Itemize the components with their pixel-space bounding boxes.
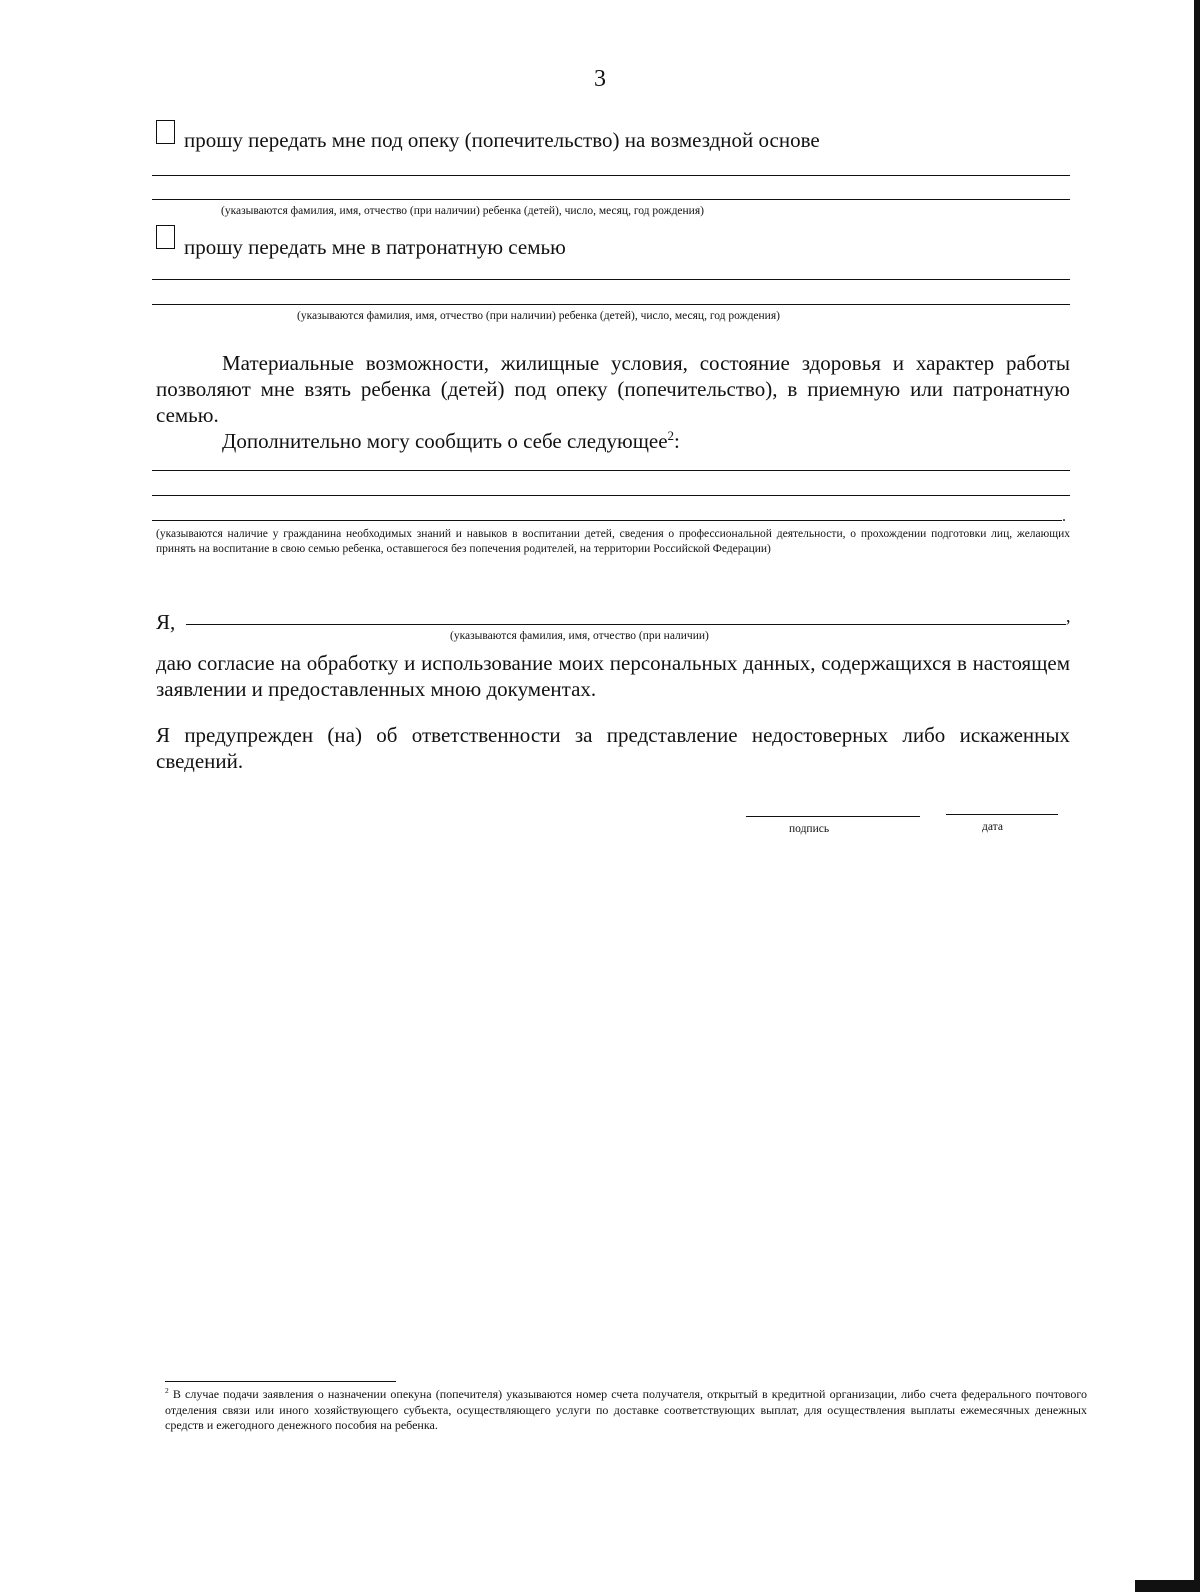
consent-name-caption: (указываются фамилия, имя, отчество (при наличии) [450,630,709,642]
additional-info-line-1[interactable] [152,470,1070,471]
child-info-caption-1: (указываются фамилия, имя, отчество (при наличии) ребенка (детей), число, месяц, год рождения) [221,205,704,217]
child-info-line-4[interactable] [152,304,1070,305]
footnote-text: В случае подачи заявления о назначении опекуна (попечителя) указываются номер счета получателя, открытый в кредитной организации, либо счета федерального почтового отделения связи или иного хозяйствующего субъекта, осуществляющего услуги по доставке соответствующих выплат, для осуществления выплаты ежемесячных денежных средств и ежегодного денежного пособия на ребенка. [165,1387,1088,1432]
footnote [165,1387,1087,1434]
additional-info-label [222,428,680,454]
option-guardianship-label: прошу передать мне под опеку (попечительство) на возмездной основе [184,128,820,152]
warning-paragraph: Я предупрежден (на) об ответственности за представление недостоверных либо искаженных сведений. [156,723,1070,773]
signature-label: подпись [789,823,830,835]
material-conditions-paragraph: Материальные возможности, жилищные условия, состояние здоровья и характер работы позволяют мне взять ребенка (детей) под опеку (попечительство), в приемную или патронатную семью. [156,351,1070,427]
additional-info-colon: : [674,429,680,453]
child-info-line-1[interactable] [152,175,1070,176]
consent-paragraph: даю согласие на обработку и использование моих персональных данных, содержащихся в настоящем заявлении и предоставленных мною документах. [156,651,1070,701]
consent-line-end: , [1066,606,1071,626]
scan-edge-right [1194,0,1200,1592]
signature-line[interactable] [746,816,920,817]
footnote-ref: 2 [667,428,675,443]
footnote-separator [165,1381,396,1382]
date-label: дата [982,821,1003,833]
footnote-number: 2 [165,1386,169,1395]
date-line[interactable] [946,814,1058,815]
additional-info-line-2[interactable] [152,495,1070,496]
additional-info-text: Дополнительно могу сообщить о себе следующее [222,429,668,453]
foster-patronage-checkbox[interactable] [156,225,175,249]
additional-info-caption: (указываются наличие у гражданина необходимых знаний и навыков в воспитании детей, сведения о профессиональной деятельности, о прохождении подготовки лиц, желающих принять на воспитание в свою семью ребенка, оставшегося без попечения родителей, на территории Российской Федерации) [156,528,1070,555]
consent-name-line[interactable] [186,624,1066,625]
additional-info-end-mark: . [1062,508,1066,525]
child-info-line-2[interactable] [152,199,1070,200]
page-number: 3 [594,66,606,92]
child-info-line-3[interactable] [152,279,1070,280]
child-info-caption-2: (указываются фамилия, имя, отчество (при наличии) ребенка (детей), число, месяц, год рождения) [297,310,780,322]
scan-edge-bottom [1135,1580,1200,1592]
consent-prefix: Я, [156,610,176,634]
guardianship-paid-checkbox[interactable] [156,120,175,144]
option-patronage-label: прошу передать мне в патронатную семью [184,235,566,259]
additional-info-line-3[interactable] [152,520,1062,521]
